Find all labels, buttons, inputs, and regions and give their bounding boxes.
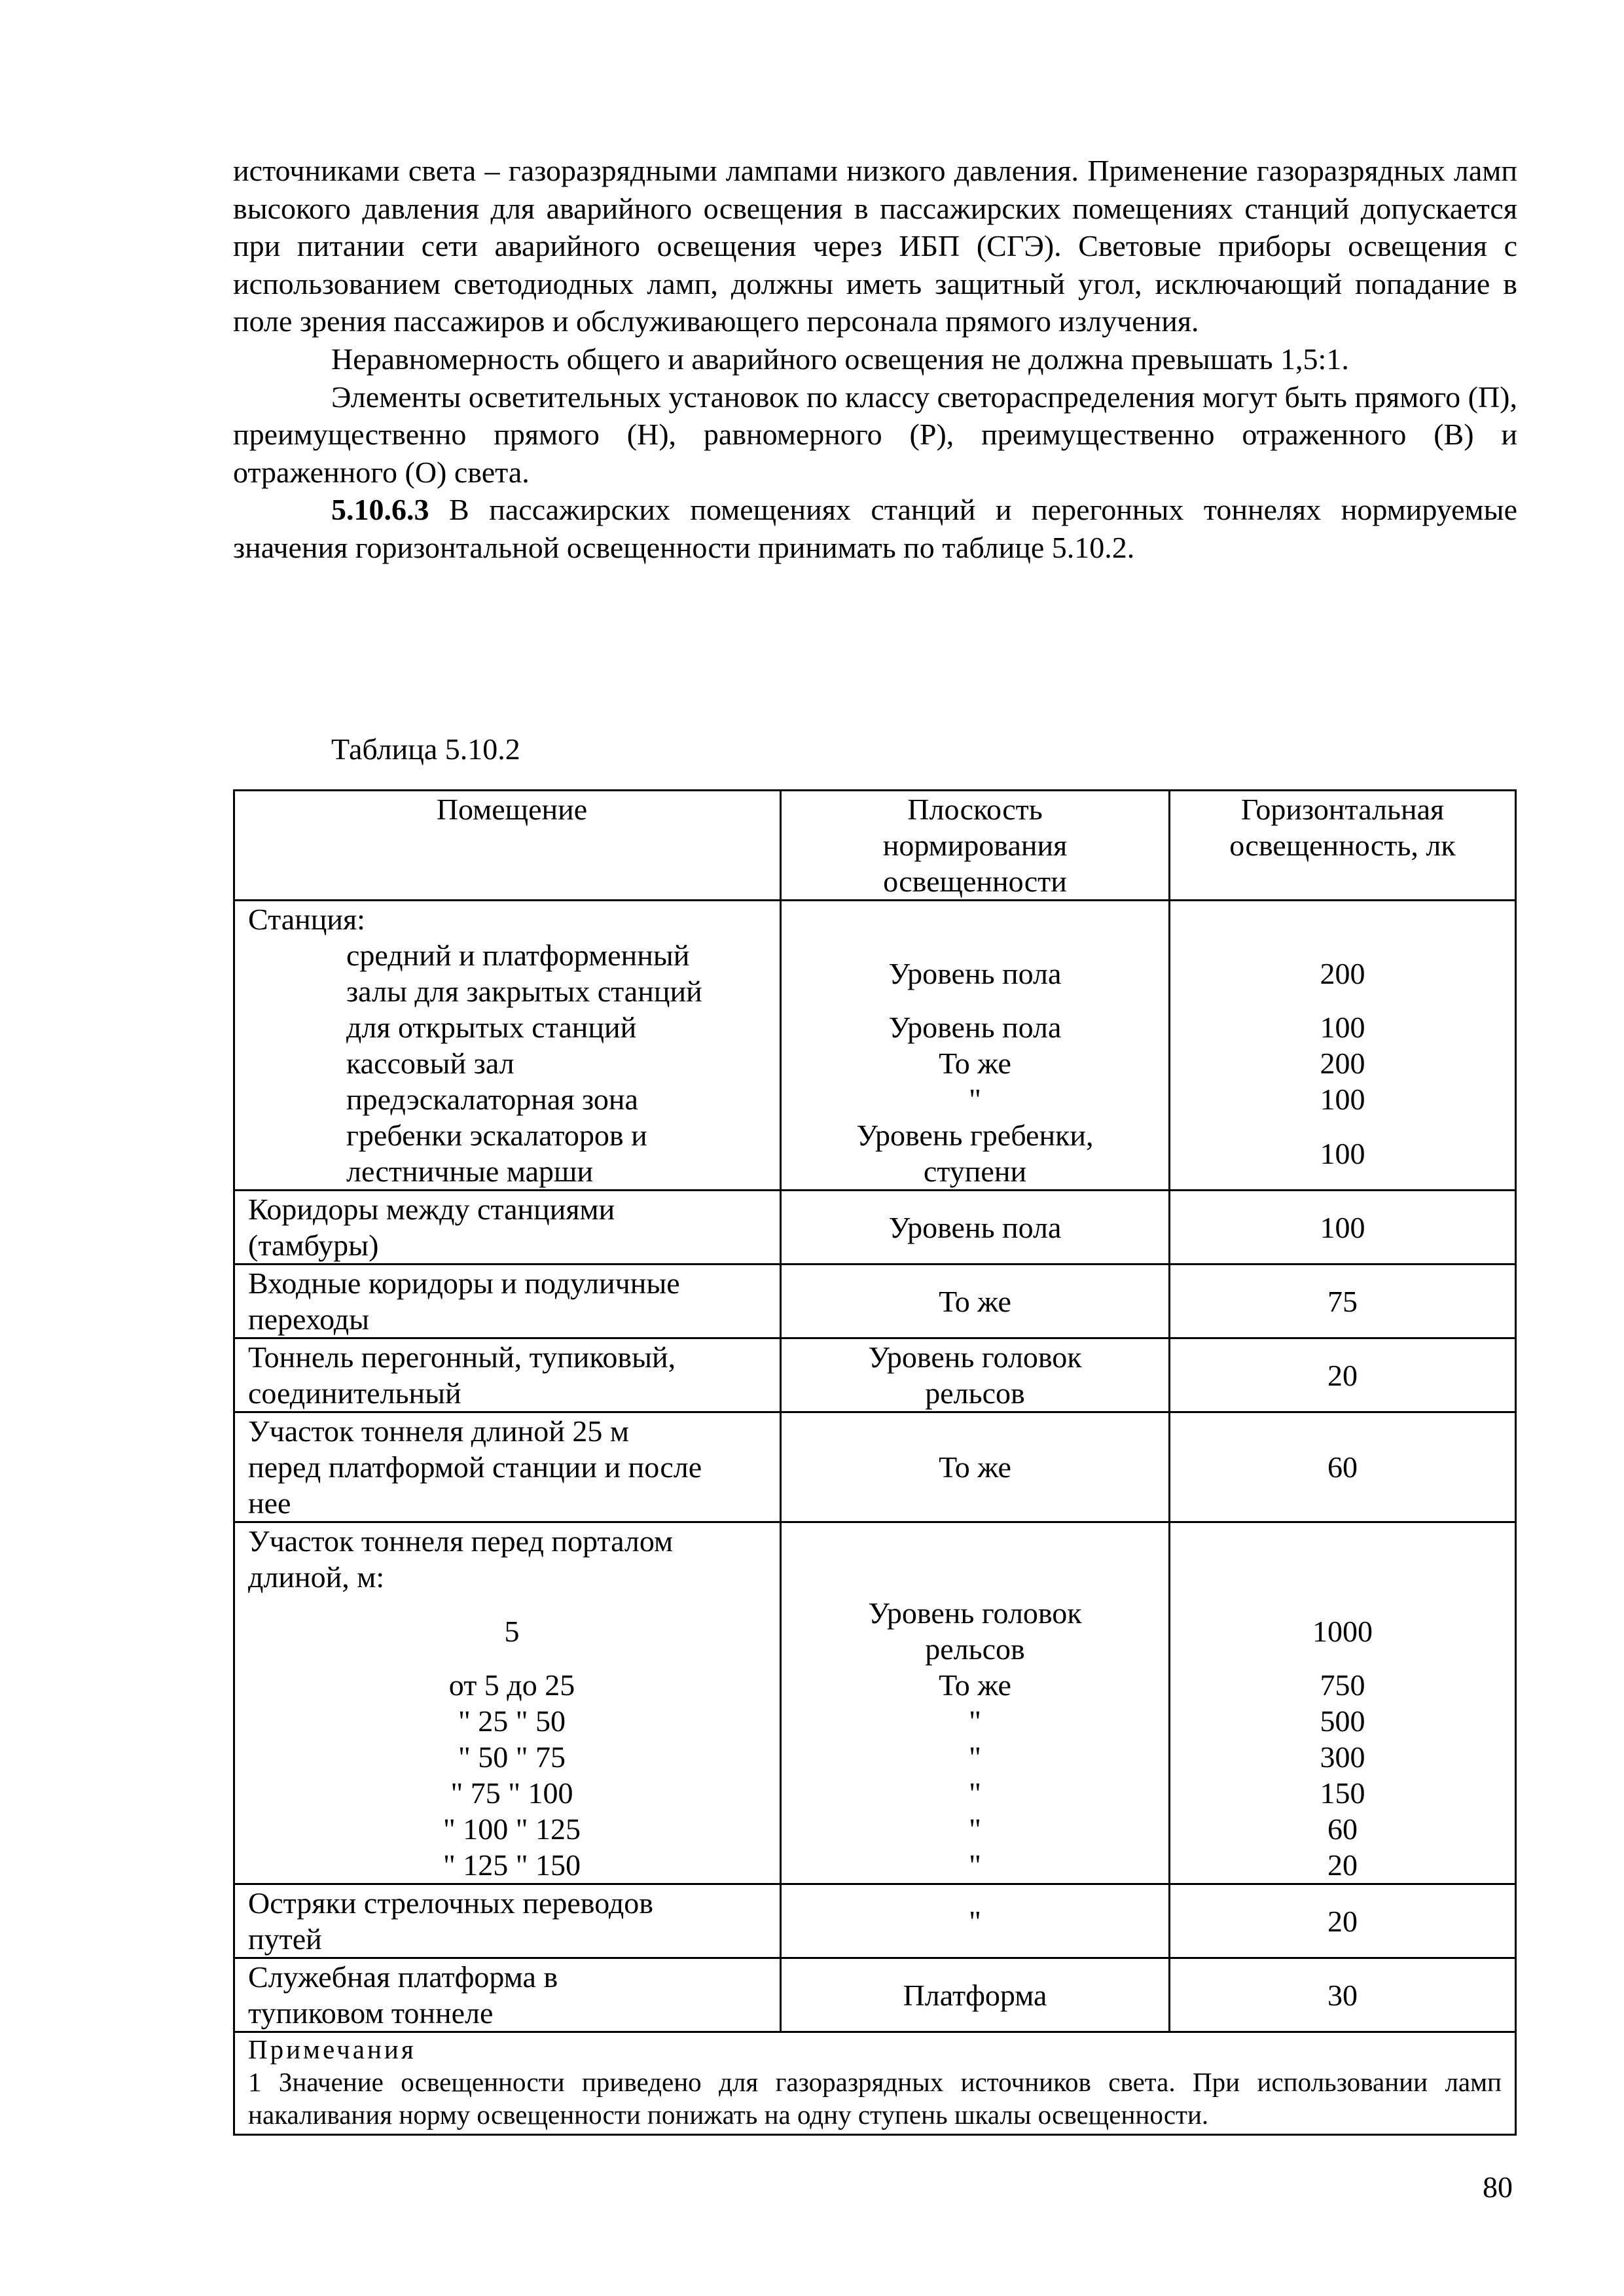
cell-value — [1168, 1959, 1515, 2031]
room-text: предэскалаторная зона — [346, 1083, 638, 1116]
room-text: Входные коридоры и подуличные переходы — [248, 1266, 680, 1336]
value-text: 60 — [1327, 1812, 1358, 1846]
plane-text: То же — [939, 1668, 1011, 1702]
value-text: 75 — [1327, 1284, 1358, 1318]
room-text: " 75 " 100 — [450, 1776, 573, 1810]
table-row — [235, 1957, 1515, 2031]
cell-value — [1168, 1265, 1515, 1337]
plane-text: " — [969, 1848, 981, 1882]
value-text: 100 — [1320, 1210, 1365, 1244]
plane-text: " — [969, 1812, 981, 1846]
value-text — [1174, 1523, 1511, 1595]
clause-text: В пассажирских помещениях станций и перегонных тоннелях нормируемые значения горизонтальной освещенности принимать по таблице 5.10.2. — [233, 493, 1517, 564]
plane-text — [785, 1523, 1164, 1595]
value-text: 100 — [1320, 1011, 1365, 1044]
paragraph-2: Неравномерность общего и аварийного освещения не должна превышать 1,5:1. — [331, 342, 1349, 376]
table-caption: Таблица 5.10.2 — [331, 732, 520, 766]
paragraph-3: Элементы осветительных установок по классу светораспределения могут быть прямого (П), преимущественно прямого (Н), равномерного (Р), преимущественно отраженного (В) и отраженного (О) света. — [233, 380, 1517, 489]
cell-room — [235, 1413, 780, 1521]
plane-text: То же — [939, 1450, 1011, 1484]
room-text: Остряки стрелочных переводов путей — [248, 1886, 654, 1956]
value-text — [1174, 901, 1511, 937]
value-text: 100 — [1320, 1136, 1365, 1170]
table-row — [235, 1189, 1515, 1263]
value-text: 30 — [1327, 1978, 1358, 2012]
table-notes — [235, 2031, 1515, 2134]
table-row — [235, 1411, 1515, 1521]
cell-room — [235, 1523, 780, 1883]
value-text: 100 — [1320, 1083, 1365, 1116]
table-row — [235, 1521, 1515, 1883]
page-number: 80 — [1483, 2170, 1513, 2204]
plane-text: Уровень головок рельсов — [868, 1596, 1082, 1666]
plane-text: Платформа — [903, 1978, 1047, 2012]
value-text: 20 — [1327, 1358, 1358, 1392]
body-text — [233, 152, 1517, 567]
value-text: 500 — [1320, 1704, 1365, 1738]
cell-plane — [780, 901, 1168, 1189]
room-text: " 50 " 75 — [458, 1740, 566, 1774]
cell-plane — [780, 1191, 1168, 1263]
table-row — [235, 1263, 1515, 1337]
room-text: Коридоры между станциями (тамбуры) — [248, 1193, 615, 1262]
room-text: для открытых станций — [346, 1011, 637, 1044]
value-text: 20 — [1327, 1904, 1358, 1938]
clause-number: 5.10.6.3 — [331, 493, 429, 527]
plane-text: Уровень гребенки, ступени — [856, 1119, 1094, 1188]
value-text: 300 — [1320, 1740, 1365, 1774]
plane-text: " — [969, 1704, 981, 1738]
cell-room — [235, 1265, 780, 1337]
cell-room — [235, 1191, 780, 1263]
illuminance-table — [233, 789, 1517, 2136]
room-text: 5 — [504, 1614, 520, 1648]
note-1: 1 Значение освещенности приведено для газоразрядных источников света. При использовании ламп накаливания норму освещенности понижать на одну ступень шкалы освещенности. — [248, 2067, 1502, 2130]
cell-room — [235, 1885, 780, 1957]
cell-plane — [780, 1339, 1168, 1411]
value-text: 200 — [1320, 1047, 1365, 1080]
room-text: " 125 " 150 — [442, 1848, 581, 1882]
table-header-row — [235, 791, 1515, 899]
room-text: Тоннель перегонный, тупиковый, соединительный — [248, 1340, 676, 1410]
cell-plane — [780, 1265, 1168, 1337]
plane-text: То же — [939, 1047, 1011, 1080]
room-text: Служебная платформа в тупиковом тоннеле — [248, 1960, 558, 2030]
room-text: Участок тоннеля перед порталом длиной, м: — [248, 1524, 674, 1594]
room-text: средний и платформенный залы для закрытых станций — [346, 939, 702, 1008]
table-row — [235, 1883, 1515, 1957]
plane-text: Уровень головок рельсов — [868, 1340, 1082, 1410]
room-text: Участок тоннеля длиной 25 м перед платформой станции и после нее — [248, 1414, 702, 1520]
plane-text: " — [969, 1083, 981, 1116]
value-text: 200 — [1320, 956, 1365, 990]
room-text: от 5 до 25 — [448, 1668, 575, 1702]
cell-plane — [780, 1885, 1168, 1957]
header-plane: Плоскость нормирования освещенности — [780, 791, 1168, 899]
table-row — [235, 1337, 1515, 1411]
clause-5-10-6-3 — [233, 491, 1517, 566]
notes-title: Примечания — [248, 2034, 416, 2064]
value-text: 60 — [1327, 1450, 1358, 1484]
cell-value — [1168, 901, 1515, 1189]
plane-text: Уровень пола — [888, 1210, 1062, 1244]
plane-text: " — [969, 1776, 981, 1810]
cell-value — [1168, 1885, 1515, 1957]
cell-value — [1168, 1191, 1515, 1263]
plane-text: " — [969, 1904, 981, 1938]
room-text: гребенки эскалаторов и лестничные марши — [346, 1119, 647, 1188]
room-text: " 100 " 125 — [442, 1812, 581, 1846]
room-text: кассовый зал — [346, 1047, 514, 1080]
cell-plane — [780, 1959, 1168, 2031]
value-text: 20 — [1327, 1848, 1358, 1882]
table-row — [235, 899, 1515, 1189]
cell-value — [1168, 1339, 1515, 1411]
plane-text — [785, 901, 1164, 937]
cell-room — [235, 1339, 780, 1411]
plane-text: То же — [939, 1284, 1011, 1318]
header-illuminance: Горизонтальная освещенность, лк — [1168, 791, 1515, 899]
value-text: 750 — [1320, 1668, 1365, 1702]
cell-room — [235, 1959, 780, 2031]
plane-text: Уровень пола — [888, 956, 1062, 990]
value-text: 150 — [1320, 1776, 1365, 1810]
value-text: 1000 — [1312, 1614, 1373, 1648]
room-text: Станция: — [248, 903, 365, 936]
paragraph-1: источниками света – газоразрядными лампами низкого давления. Применение газоразрядных ламп высокого давления для аварийного освещения в пассажирских помещениях станций допускается при питании сети аварийного освещения через ИБП (СГЭ). Световые приборы освещения с использованием светодиодных ламп, должны иметь защитный угол, исключающий попадание в поле зрения пассажиров и обслуживающего персонала прямого излучения. — [233, 154, 1517, 338]
room-text: " 25 " 50 — [458, 1704, 566, 1738]
cell-plane — [780, 1523, 1168, 1883]
plane-text: Уровень пола — [888, 1011, 1062, 1044]
cell-plane — [780, 1413, 1168, 1521]
cell-value — [1168, 1523, 1515, 1883]
header-room: Помещение — [436, 793, 588, 826]
cell-value — [1168, 1413, 1515, 1521]
plane-text: " — [969, 1740, 981, 1774]
cell-room — [235, 901, 780, 1189]
